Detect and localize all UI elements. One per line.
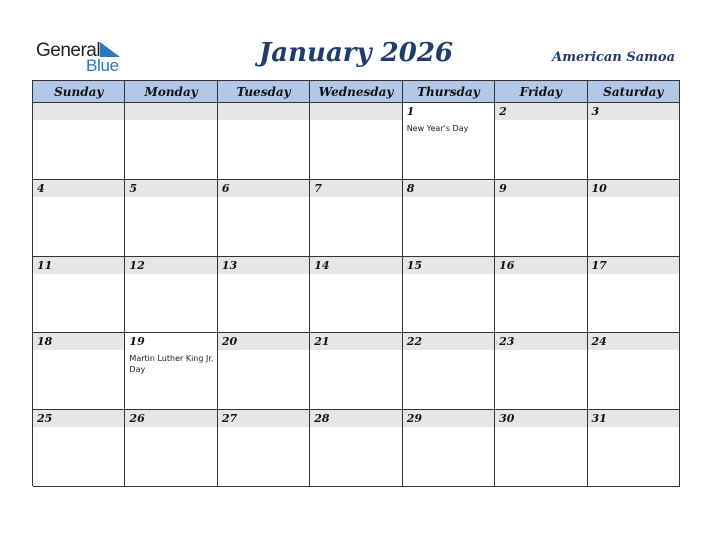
day-number: 10 [591, 181, 607, 195]
weeks-container [33, 103, 680, 487]
day-cell [403, 180, 495, 257]
day-cell [495, 180, 587, 257]
day-cell [125, 180, 217, 257]
weekday-friday: Friday [495, 81, 587, 103]
day-number: 18 [37, 335, 53, 349]
day-number: 20 [221, 335, 238, 349]
day-number: 26 [129, 412, 145, 426]
weekday-tuesday: Tuesday [218, 81, 310, 103]
day-number-bar [588, 103, 679, 120]
day-number: 22 [406, 335, 422, 349]
day-cell [218, 103, 310, 180]
region-name: American Samoa [552, 50, 675, 65]
day-number: 4 [37, 181, 45, 195]
day-number: 31 [591, 412, 607, 426]
day-number: 23 [499, 335, 515, 349]
day-cell [588, 103, 680, 180]
weekday-monday: Monday [125, 81, 217, 103]
day-number: 17 [591, 258, 607, 272]
day-number: 13 [221, 258, 238, 272]
day-cell [125, 410, 217, 487]
day-cell [310, 257, 402, 334]
day-cell [588, 410, 680, 487]
day-number-bar [495, 180, 586, 197]
day-number-bar [403, 103, 494, 120]
week-row [33, 257, 680, 334]
day-number: 3 [591, 105, 600, 118]
week-row [33, 103, 680, 180]
day-number: 24 [591, 335, 607, 349]
holiday-label: Martin Luther King Jr. Day [129, 354, 214, 375]
day-number: 5 [129, 181, 138, 195]
weekday-saturday: Saturday [588, 81, 680, 103]
day-cell [403, 257, 495, 334]
day-cell [125, 257, 217, 334]
day-number: 11 [37, 258, 53, 272]
day-cell [403, 410, 495, 487]
day-cell [218, 257, 310, 334]
day-number: 12 [129, 258, 145, 272]
week-row [33, 410, 680, 487]
weekday-thursday: Thursday [403, 81, 495, 103]
day-number: 1 [406, 105, 415, 118]
day-number: 28 [314, 412, 330, 426]
day-number-bar [403, 180, 494, 197]
day-cell [310, 180, 402, 257]
calendar-grid [32, 80, 680, 486]
weekday-wednesday: Wednesday [310, 81, 402, 103]
day-cell [33, 333, 125, 410]
day-cell [403, 103, 495, 180]
day-cell [495, 103, 587, 180]
day-number: 15 [406, 258, 422, 272]
day-cell [218, 333, 310, 410]
day-cell [125, 103, 217, 180]
day-number-bar [125, 180, 216, 197]
day-number-bar [33, 103, 124, 120]
day-number-bar [218, 103, 309, 120]
day-cell [310, 333, 402, 410]
weekday-header-row [33, 81, 680, 103]
day-cell [33, 410, 125, 487]
day-number: 14 [314, 258, 330, 272]
day-cell [588, 257, 680, 334]
holiday-label: New Year's Day [406, 124, 469, 133]
day-number: 21 [314, 335, 330, 349]
day-cell [33, 257, 125, 334]
logo-general-text: General [36, 40, 101, 61]
logo-blue-text: Blue [86, 56, 119, 75]
day-number: 9 [499, 181, 507, 195]
day-number-bar [310, 180, 401, 197]
day-number-bar [218, 180, 309, 197]
weekday-sunday: Sunday [33, 81, 125, 103]
day-cell [588, 180, 680, 257]
week-row [33, 180, 680, 257]
day-cell [588, 333, 680, 410]
day-cell [33, 180, 125, 257]
day-number: 6 [221, 181, 230, 195]
day-cell [218, 180, 310, 257]
day-cell [218, 410, 310, 487]
day-cell [495, 410, 587, 487]
day-number-bar [125, 103, 216, 120]
day-cell [495, 333, 587, 410]
day-cell [310, 103, 402, 180]
day-number: 29 [406, 412, 422, 426]
day-number: 16 [499, 258, 515, 272]
day-number: 27 [221, 412, 238, 426]
day-number: 30 [499, 412, 515, 426]
day-cell [33, 103, 125, 180]
day-cell [310, 410, 402, 487]
calendar-title: January 2026 [258, 38, 454, 68]
day-cell [495, 257, 587, 334]
day-number-bar [310, 103, 401, 120]
day-cell [403, 333, 495, 410]
day-cell [125, 333, 217, 410]
day-number: 7 [314, 181, 322, 195]
day-number: 19 [129, 335, 145, 349]
day-number-bar [33, 180, 124, 197]
day-number: 8 [406, 181, 415, 195]
week-row [33, 333, 680, 410]
day-number: 2 [499, 105, 507, 118]
day-number-bar [495, 103, 586, 120]
day-number: 25 [37, 412, 53, 426]
